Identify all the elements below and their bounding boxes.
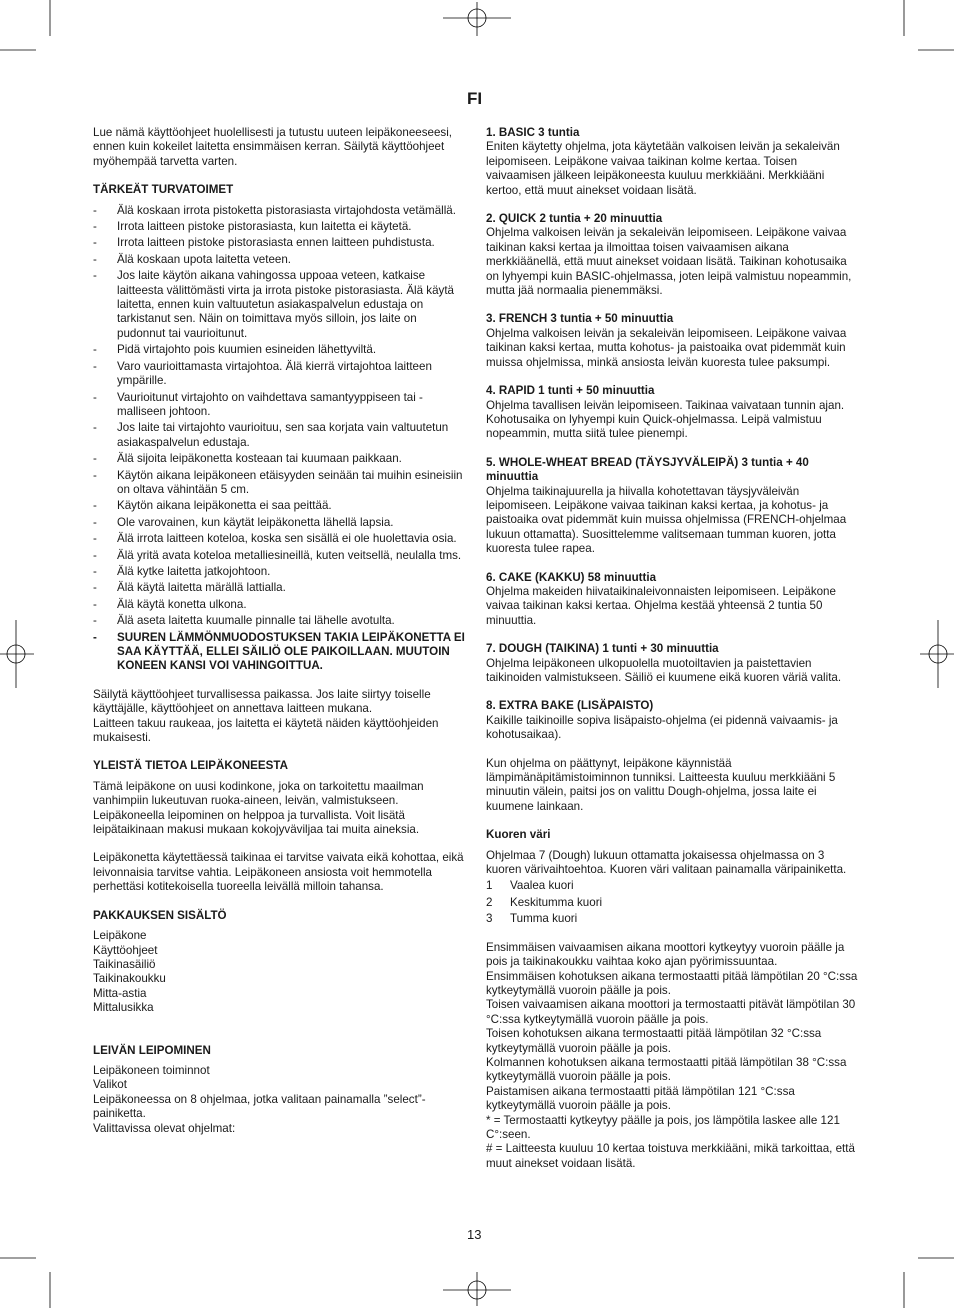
thermostat-line: * = Termostaatti kytkeytyy päälle ja pois, jos lämpötila laskee alle 121 C°:seen. bbox=[486, 1113, 840, 1141]
safety-item-text: Älä aseta laitetta kuumalle pinnalle tai lähelle avotulta. bbox=[117, 614, 395, 628]
safety-item bbox=[93, 549, 465, 563]
safety-item-text: Älä yritä avata koteloa metalliesineillä, kuten veitsellä, neulalla tms. bbox=[117, 548, 462, 562]
program-description: Ohjelma valkoisen leivän ja sekaleivän leipomiseen. Leipäkone vaivaa taikinan kaksi kertaa ja ilmoittaa toisen vaivaamisen aikana merkkiäänellä, että muut ainekset voidaan lisätä. Taikinan kohotusaika on lyhyempi kuin BASIC-ohjelmassa, joten leipä valmistuu nopeammin, mutta jää normaalia pienemmäksi. bbox=[486, 226, 852, 298]
general-paragraph-1: Tämä leipäkone on uusi kodinkone, joka on tarkoitettu maailman vanhimpiin lukeutuvan ruoka-aineen, leivän, valmistukseen. Leipäkoneella leipominen on helppoa ja turvallista. Voit lisätä leipätaikinaan makusi mukaan kokojyväviljaa tai muita aineksia. bbox=[93, 779, 424, 837]
program-title: 3. FRENCH 3 tuntia + 50 minuuttia bbox=[486, 312, 674, 326]
safety-item bbox=[93, 469, 465, 498]
safety-item bbox=[93, 253, 465, 267]
program-title: 8. EXTRA BAKE (LISÄPAISTO) bbox=[486, 699, 654, 713]
safety-item-text: Ole varovainen, kun käytät leipäkonetta lähellä lapsia. bbox=[117, 515, 394, 529]
program-title: 4. RAPID 1 tunti + 50 minuuttia bbox=[486, 384, 655, 398]
program-entry bbox=[486, 212, 862, 298]
safety-item bbox=[93, 516, 465, 530]
dash-bullet: - bbox=[93, 343, 97, 357]
program-list bbox=[486, 126, 862, 743]
dash-bullet: - bbox=[93, 614, 97, 628]
safety-item bbox=[93, 236, 465, 250]
baking-block bbox=[93, 1064, 465, 1136]
safety-item-text: Älä sijoita leipäkonetta kosteaan tai kuumaan paikkaan. bbox=[117, 452, 402, 466]
crust-option bbox=[486, 896, 862, 910]
dash-bullet: - bbox=[93, 597, 97, 611]
safety-item bbox=[93, 360, 465, 389]
dash-bullet: - bbox=[93, 359, 97, 373]
safety-item bbox=[93, 204, 465, 218]
general-heading: YLEISTÄ TIETOA LEIPÄKONEESTA bbox=[93, 759, 288, 773]
program-title: 6. CAKE (KAKKU) 58 minuuttia bbox=[486, 570, 657, 584]
safety-item bbox=[93, 343, 465, 357]
thermostat-block bbox=[486, 941, 862, 1172]
intro-paragraph: Lue nämä käyttöohjeet huolellisesti ja tutustu uuteen leipäkoneeseesi, ennen kuin kokeilet laitetta ensimmäisen kerran. Säilytä käyttöohjeet myöhempää tarvetta varten. bbox=[93, 126, 453, 168]
right-column bbox=[486, 126, 862, 1185]
program-entry bbox=[486, 699, 862, 742]
baking-line-programs: Leipäkoneessa on 8 ohjelmaa, jotka valitaan painamalla ”select”-painiketta. bbox=[93, 1092, 426, 1121]
dash-bullet: - bbox=[93, 203, 97, 217]
dash-bullet: - bbox=[93, 252, 97, 266]
package-item: Mittalusikka bbox=[93, 1001, 154, 1015]
safety-item-text: Käytön aikana leipäkonetta ei saa peittää. bbox=[117, 499, 332, 513]
baking-heading: LEIVÄN LEIPOMINEN bbox=[93, 1043, 211, 1057]
storage-text: Säilytä käyttöohjeet turvallisessa paikassa. Jos laite siirtyy toiselle käyttäjälle, käyttöohjeet on annettava laitteen mukana. bbox=[93, 687, 431, 716]
safety-item-text: Älä kytke laitetta jatkojohtoon. bbox=[117, 564, 271, 578]
safety-item-text: Älä käytä konetta ulkona. bbox=[117, 597, 247, 611]
safety-item bbox=[93, 421, 465, 450]
program-description: Ohjelma taikinajuurella ja hiivalla kohotettavan täysjyväleivän leipomiseen. Leipäkone vaivaa taikinan kaksi kertaa, ja kohotus- ja paistoaika ovat pidemmät kuin muissa ohjelmissa (FRENCH-ohjelmaa lukuun ottamatta). Suosittelemme valitsemaan tumman kuoren, jotta kuoresta tulee rapea. bbox=[486, 484, 847, 556]
dash-bullet: - bbox=[93, 515, 97, 529]
safety-item-text: Vaurioitunut virtajohto on vaihdettava samantyyppiseen tai -malliseen johtoon. bbox=[117, 390, 423, 418]
program-title: 1. BASIC 3 tuntia bbox=[486, 126, 580, 139]
crust-option bbox=[486, 912, 862, 926]
dash-bullet: - bbox=[93, 564, 97, 578]
baking-line-available: Valittavissa olevat ohjelmat: bbox=[93, 1121, 236, 1135]
crust-heading: Kuoren väri bbox=[486, 828, 551, 842]
dash-bullet: - bbox=[93, 390, 97, 404]
storage-block bbox=[93, 688, 465, 746]
thermostat-line: Toisen kohotuksen aikana termostaatti pitää lämpötilan 32 °C:ssa kytkeytymällä vuoroin päälle ja pois. bbox=[486, 1027, 822, 1055]
package-item: Taikinasäiliö bbox=[93, 957, 156, 971]
program-description: Ohjelma tavallisen leivän leipomiseen. Taikinaa vaivataan tunnin ajan. Kohotusaika on lyhyempi kuin Quick-ohjelmassa. Leipä valmistuu nopeammin, mutta siitä tulee pienempi. bbox=[486, 398, 845, 441]
safety-warning bbox=[93, 631, 465, 674]
thermostat-line: Ensimmäisen kohotuksen aikana termostaatti pitää lämpötilan 20 °C:ssa kytkeytymällä vuoroin päälle ja pois. bbox=[486, 969, 858, 997]
program-entry bbox=[486, 384, 862, 442]
package-item: Mitta-astia bbox=[93, 986, 147, 1000]
safety-item-text: Älä käytä laitetta märällä lattialla. bbox=[117, 581, 286, 595]
safety-item-text: Pidä virtajohto pois kuumien esineiden lähettyviltä. bbox=[117, 343, 377, 357]
safety-list bbox=[93, 204, 465, 674]
dash-bullet: - bbox=[93, 581, 97, 595]
program-title: 7. DOUGH (TAIKINA) 1 tunti + 30 minuuttia bbox=[486, 642, 719, 656]
crust-option bbox=[486, 879, 862, 893]
dash-bullet: - bbox=[93, 548, 97, 562]
safety-item-text: Käytön aikana leipäkoneen etäisyyden seinään tai muihin esineisiin on oltava vähintään 5 cm. bbox=[117, 468, 463, 496]
safety-item-text: Älä koskaan upota laitetta veteen. bbox=[117, 252, 292, 266]
crust-option-number: 2 bbox=[486, 895, 493, 909]
thermostat-line: # = Laitteesta kuuluu 10 kertaa toistuva merkkiääni, mikä tarkoittaa, että muut ainekset voidaan lisätä. bbox=[486, 1142, 855, 1170]
safety-item bbox=[93, 565, 465, 579]
safety-item bbox=[93, 220, 465, 234]
thermostat-line: Paistamisen aikana termostaatti pitää lämpötilan 121 °C:ssa kytkeytymällä vuoroin päälle ja pois. bbox=[486, 1084, 795, 1113]
crust-option-number: 3 bbox=[486, 912, 493, 926]
safety-item bbox=[93, 391, 465, 420]
dash-bullet: - bbox=[93, 499, 97, 513]
safety-item-text: Irrota laitteen pistoke pistorasiasta, kun laitetta ei käytetä. bbox=[117, 220, 412, 234]
safety-heading: TÄRKEÄT TURVATOIMET bbox=[93, 183, 234, 197]
crust-text: Ohjelmaa 7 (Dough) lukuun ottamatta jokaisessa ohjelmassa on 3 kuoren värivaihtoehtoa. Kuoren väri valitaan painamalla väripainiketta. bbox=[486, 848, 847, 877]
program-entry bbox=[486, 642, 862, 685]
keep-warm-paragraph: Kun ohjelma on päättynyt, leipäkone käynnistää lämpimänäpitämistoiminnon tunniksi. Laitteesta kuuluu merkkiääni 5 minuutin välein, paitsi jos on valittu Dough-ohjelma, jossa laite ei kuumene lainkaan. bbox=[486, 756, 836, 813]
program-entry bbox=[486, 456, 862, 557]
baking-line-menus: Valikot bbox=[93, 1078, 127, 1092]
program-description: Ohjelma valkoisen leivän ja sekaleivän leipomiseen. Leipäkone vaivaa taikinan kaksi kertaa, mutta kohotus- ja paistoaika ovat pidemmät kuin muissa ohjelmissa, minkä ansiosta leivän kuoresta tulee paksumpi. bbox=[486, 326, 847, 369]
language-code: FI bbox=[467, 89, 483, 108]
safety-item bbox=[93, 581, 465, 595]
program-title: 5. WHOLE-WHEAT BREAD (TÄYSJYVÄLEIPÄ) 3 tuntia + 40 minuuttia bbox=[486, 455, 809, 484]
package-item: Leipäkone bbox=[93, 929, 147, 943]
program-description: Eniten käytetty ohjelma, jota käytetään valkoisen leivän ja sekaleivän leipomiseen. Leipäkone vaivaa taikinan kolme kertaa. Toisen vaivaamisen jälkeen leipäkoneesta kuuluu merkkiääni. Merkkiääni kertoo, että muut ainekset voidaan lisätä. bbox=[486, 140, 840, 197]
thermostat-line: Ensimmäisen vaivaamisen aikana moottori kytkeytyy vuoroin päälle ja pois ja taikinakoukku vaihtaa koko ajan pyörimissuuntaa. bbox=[486, 940, 845, 969]
baking-line-functions: Leipäkoneen toiminnot bbox=[93, 1063, 210, 1077]
program-description: Ohjelma leipäkoneen ulkopuolella muotoiltavien ja paistettavien taikinoiden valmistukseen. Säiliö ei kuumene eikä kuoren väriä valita. bbox=[486, 656, 842, 684]
program-description: Ohjelma makeiden hiivataikinaleivonnaisten leipomiseen. Leipäkone vaivaa taikinan kaksi kertaa. Ohjelma kestää yhteensä 2 tuntia 50 minuuttia. bbox=[486, 584, 836, 627]
dash-bullet: - bbox=[93, 269, 97, 283]
warranty-text: Laitteen takuu raukeaa, jos laitetta ei käytetä näiden käyttöohjeiden mukaisesti. bbox=[93, 716, 439, 745]
dash-bullet: - bbox=[93, 220, 97, 234]
crust-option-label: Tumma kuori bbox=[510, 912, 578, 926]
dash-bullet: - bbox=[93, 421, 97, 435]
program-entry bbox=[486, 312, 862, 370]
program-entry bbox=[486, 126, 862, 198]
safety-item-text: Älä irrota laitteen koteloa, koska sen sisällä ei ole huolettavia osia. bbox=[117, 532, 457, 546]
thermostat-line: Toisen vaivaamisen aikana moottori ja termostaatti pitävät lämpötilan 30 °C:ssa kytkeytymällä vuoroin päälle ja pois. bbox=[486, 998, 856, 1026]
dash-bullet: - bbox=[93, 236, 97, 250]
program-description: Kaikille taikinoille sopiva lisäpaisto-ohjelma (ei pidennä vaivaamis- ja kohotusaikaa). bbox=[486, 713, 838, 742]
safety-item bbox=[93, 614, 465, 628]
safety-item bbox=[93, 598, 465, 612]
page-number: 13 bbox=[467, 1227, 482, 1242]
program-title: 2. QUICK 2 tuntia + 20 minuuttia bbox=[486, 212, 663, 226]
safety-item bbox=[93, 452, 465, 466]
package-item: Käyttöohjeet bbox=[93, 943, 158, 957]
program-entry bbox=[486, 571, 862, 629]
package-item: Taikinakoukku bbox=[93, 972, 166, 986]
crust-option-number: 1 bbox=[486, 879, 493, 893]
safety-item-text: Jos laite käytön aikana vahingossa uppoaa veteen, katkaise laitteesta välittömästi virta ja irrota pistoke pistorasiasta. Älä käytä laitetta, ennen kuin valtuutetun asiakaspalvelun edustaja on tarkistanut sen. Näin on toimittava myös silloin, jos laite on pudonnut tai vaurioitunut. bbox=[117, 269, 455, 340]
thermostat-line: Kolmannen kohotuksen aikana termostaatti pitää lämpötilan 38 °C:ssa kytkeytymällä vuoroin päälle ja pois. bbox=[486, 1055, 847, 1084]
safety-item bbox=[93, 532, 465, 546]
crust-option-label: Keskitumma kuori bbox=[510, 895, 603, 909]
safety-item bbox=[93, 269, 465, 341]
safety-warning-text: SUUREN LÄMMÖNMUODOSTUKSEN TAKIA LEIPÄKONETTA EI SAA KÄYTTÄÄ, ELLEI SÄILIÖ OLE PAIKOILLAAN. MUUTOIN KONEEN KANSI VOI VAHINGOITTUA. bbox=[117, 630, 465, 673]
dash-bullet: - bbox=[93, 630, 97, 644]
package-heading: PAKKAUKSEN SISÄLTÖ bbox=[93, 908, 227, 922]
crust-options bbox=[486, 879, 862, 926]
dash-bullet: - bbox=[93, 468, 97, 482]
crust-option-label: Vaalea kuori bbox=[510, 879, 574, 893]
dash-bullet: - bbox=[93, 452, 97, 466]
package-list bbox=[93, 929, 465, 1015]
safety-item-text: Varo vaurioittamasta virtajohtoa. Älä kierrä virtajohtoa laitteen ympärille. bbox=[117, 359, 432, 388]
safety-item bbox=[93, 499, 465, 513]
left-column bbox=[93, 126, 465, 1150]
general-paragraph-2: Leipäkonetta käytettäessä taikinaa ei tarvitse vaivata eikä kohottaa, eikä leivonnaisia tarvitse vahtia. Leipäkoneen ansiosta voit hemmotella perhettäsi kotitekoisella tuoreella leivällä milloin tahansa. bbox=[93, 851, 464, 894]
safety-item-text: Älä koskaan irrota pistoketta pistorasiasta virtajohdosta vetämällä. bbox=[117, 203, 456, 217]
safety-item-text: Irrota laitteen pistoke pistorasiasta ennen laitteen puhdistusta. bbox=[117, 236, 435, 250]
dash-bullet: - bbox=[93, 532, 97, 546]
safety-item-text: Jos laite tai virtajohto vaurioituu, sen saa korjata vain valtuutetun asiakaspalvelun edustaja. bbox=[117, 421, 449, 449]
